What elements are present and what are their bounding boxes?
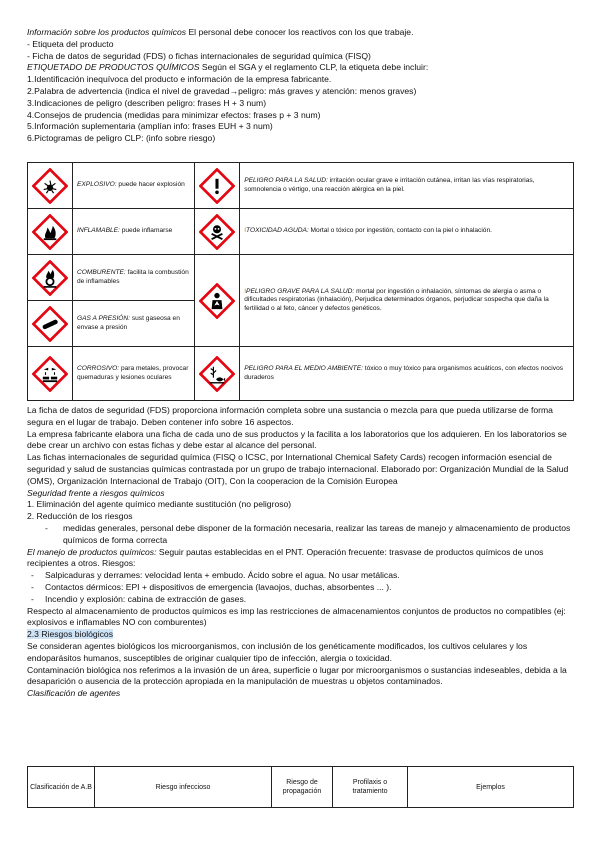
exploding-bomb-icon xyxy=(32,168,68,204)
seguridad-item: 2. Reducción de los riesgos xyxy=(27,511,133,522)
pictogram-cell xyxy=(28,255,73,301)
pictogram-desc: COMBURENTE: facilita la combustión de inflamables xyxy=(73,255,195,301)
pictogram-cell xyxy=(195,347,240,401)
flame-icon xyxy=(32,214,68,250)
column-header: Clasificación de A.B xyxy=(28,767,95,808)
pictogram-desc: ITOXICIDAD AGUDA: Mortal o tóxico por ingestión, contacto con la piel o inhalación. xyxy=(240,209,574,255)
etiquetado-item: 6.Pictogramas de peligro CLP: (info sobre riesgo) xyxy=(27,133,216,144)
pictogram-desc: EXPLOSIVO: puede hacer explosión xyxy=(73,163,195,209)
flame-over-circle-icon xyxy=(32,260,68,296)
pictogram-desc: IPELIGRO GRAVE PARA LA SALUD: mortal por ingestión o inhalación, síntomas de alergia o asma o dificultades respiratorias (inhalación), Perjudica determinados órganos, perjudicar sospecha que daña la fertilidad o al feto, cáncer y defectos genéticos. xyxy=(240,255,574,347)
body-section xyxy=(27,405,575,700)
intro-item: - Etiqueta del producto xyxy=(27,38,114,49)
etiquetado-item: 3.Indicaciones de peligro (describen peligro: frases H + 3 num) xyxy=(27,97,267,108)
fisq-paragraph: Las fichas internacionales de seguridad química (FISQ o ICSC, por International Chemical Safety Cards) recogen información esencial de seguridad y salud de sustancias químicas contrastada por un grupo de trabajo internacional. Elaborado por: Organización Mundial de la Salud (OMS), Organización Internacional de Trabajo (OIT), Con la cooperacion de la Comisión Europea xyxy=(27,452,569,486)
fds-paragraph: La ficha de datos de seguridad (FDS) proporciona información completa sobre una sustancia o mezcla para que pueda utilizarse de forma segura en el lugar de trabajo. Deben contener info sobre 16 aspectos. xyxy=(27,405,553,427)
pictogram-table xyxy=(27,162,574,401)
biologicos-heading: 2.3 Riesgos biológicos xyxy=(27,629,113,640)
intro-section xyxy=(27,27,575,145)
environment-icon xyxy=(199,356,235,392)
column-header: Profilaxis o tratamiento xyxy=(333,767,408,808)
manejo-item: - Contactos dérmicos: EPI + dispositivos de emergencia (lavaojos, duchas, absorbentes ... ). xyxy=(27,582,575,594)
etiquetado-item: 2.Palabra de advertencia (indica el nivel de gravedad→peligro: más graves y atención: menos graves) xyxy=(27,85,417,96)
pictogram-desc: GAS A PRESIÓN: sust gaseosa en envase a presión xyxy=(73,301,195,347)
seguridad-heading: Seguridad frente a riesgos químicos xyxy=(27,487,165,498)
gas-cylinder-icon xyxy=(32,306,68,342)
exclamation-icon xyxy=(199,168,235,204)
clasificacion-heading: Clasificación de agentes xyxy=(27,688,121,699)
pictogram-cell xyxy=(28,347,73,401)
column-header: Riesgo infeccioso xyxy=(95,767,272,808)
pictogram-cell xyxy=(28,209,73,255)
seguridad-item: 1. Eliminación del agente químico mediante sustitución (no peligroso) xyxy=(27,499,292,510)
skull-crossbones-icon xyxy=(199,214,235,250)
etiquetado-item: 5.Información suplementaria (amplían info: frases EUH + 3 num) xyxy=(27,121,273,132)
etiquetado-heading: ETIQUETADO DE PRODUCTOS QUÍMICOS Según el SGA y el reglamento CLP, la etiqueta debe incluir: xyxy=(27,62,429,73)
pictogram-cell xyxy=(28,163,73,209)
pictogram-cell xyxy=(28,301,73,347)
biologicos-paragraph: Se consideran agentes biológicos los microorganismos, con inclusión de los genéticamente modificados, los cultivos celulares y los endoparásitos humanos, susceptibles de originar cualquier tipo de infección, alergia o toxicidad. xyxy=(27,640,528,663)
manejo-paragraph: El manejo de productos químicos: Seguir pautas establecidas en el PNT. Operación frecuente: trasvase de productos químicos de unos recipientes a otros. Riesgos: xyxy=(27,546,544,569)
fds-paragraph: La empresa fabricante elabora una ficha de cada uno de sus productos y la facilita a los laboratorios que los adquieren. En los laboratorios se debe crear un archivo con estas fichas y debe estar al alcance del personal. xyxy=(27,428,567,451)
pictogram-desc: PELIGRO PARA LA SALUD: irritación ocular grave e irritación cutánea, irritan las vías respiratorias, somnolencia o vértigo, una reacción alérgica en la piel. xyxy=(240,163,574,209)
pictogram-cell xyxy=(195,163,240,209)
manejo-item: - Incendio y explosión: cabina de extracción de gases. xyxy=(27,594,575,606)
seguridad-subitem: - medidas generales, personal debe disponer de la formación necesaria, realizar las tareas de manejo y almacenamiento de productos químicos de forma correcta xyxy=(27,523,575,547)
contaminacion-paragraph: Contaminación biológica nos referimos a la invasión de un área, superficie o lugar por microorganismos o sustancias indeseables, debida a la desaparición o ausencia de la protección apropiada en la manipulación de muestras u objetos contaminados. xyxy=(27,664,567,687)
column-header: Riesgo de propagación xyxy=(272,767,333,808)
intro-heading: Información sobre los productos químicos El personal debe conocer los reactivos con los que trabaje. xyxy=(27,27,414,37)
clasificacion-table xyxy=(27,766,574,808)
manejo-item: - Salpicaduras y derrames: velocidad lenta + embudo. Ácido sobre el agua. No usar metálicas. xyxy=(27,570,575,582)
pictogram-desc: CORROSIVO: para metales, provocar quemaduras y lesiones oculares xyxy=(73,347,195,401)
almacenamiento-paragraph: Respecto al almacenamiento de productos químicos es imp las restricciones de almacenamientos conjuntos de productos no compatibles (ej: explosivos e inflamables NO con comburentes) xyxy=(27,605,566,628)
pictogram-desc: PELIGRO PARA EL MEDIO AMBIENTE: tóxico o muy tóxico para organismos acuáticos, con efectos nocivos duraderos xyxy=(240,347,574,401)
corrosion-icon xyxy=(32,356,68,392)
pictogram-cell xyxy=(195,255,240,347)
pictogram-cell xyxy=(195,209,240,255)
health-hazard-icon xyxy=(199,283,235,319)
etiquetado-item: 4.Consejos de prudencia (medidas para minimizar efectos: frases p + 3 num) xyxy=(27,109,321,120)
column-header: Ejemplos xyxy=(408,767,574,808)
table-header-row xyxy=(28,767,574,808)
pictogram-desc: INFLAMABLE: puede inflamarse xyxy=(73,209,195,255)
intro-item: - Ficha de datos de seguridad (FDS) o fichas internacionales de seguridad química (FISQ) xyxy=(27,50,371,61)
etiquetado-item: 1.Identificación inequívoca del producto e información de la empresa fabricante. xyxy=(27,74,332,85)
